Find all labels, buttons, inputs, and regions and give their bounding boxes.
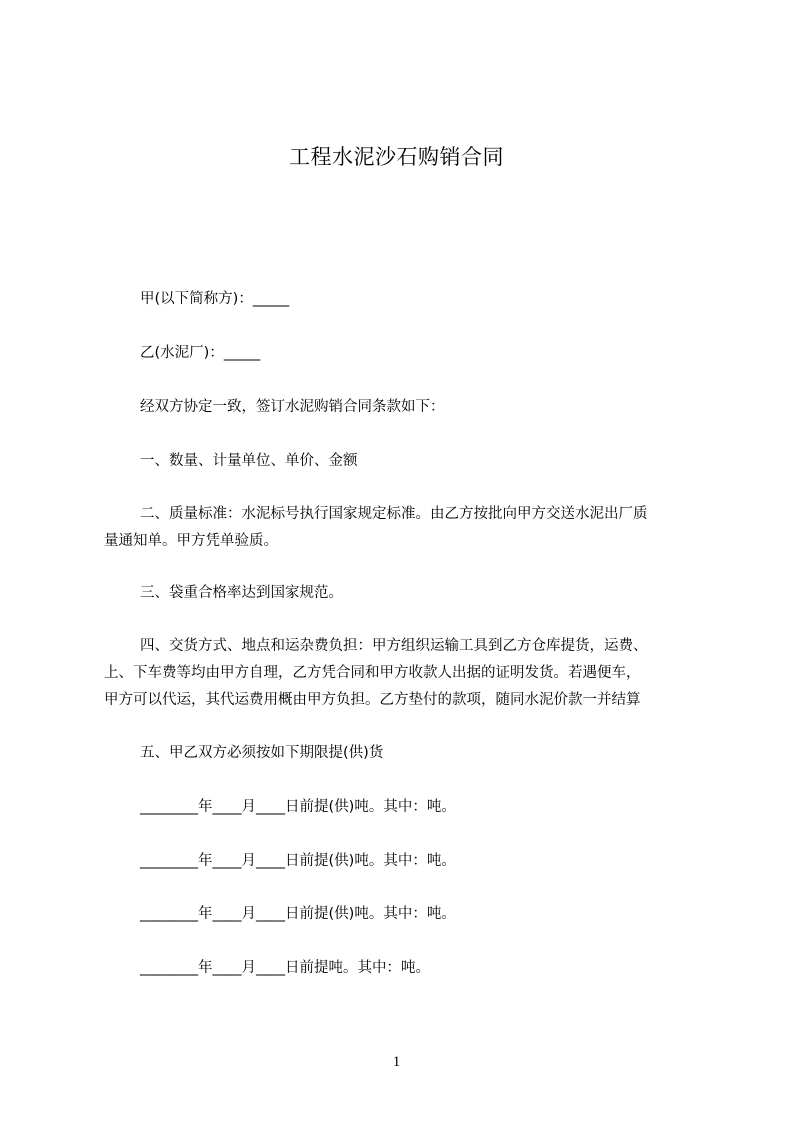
intro-paragraph: 经双方协定一致，签订水泥购销合同条款如下： [140,399,445,415]
clause-2 [104,501,704,555]
clause-2-line-1: 二、质量标准：水泥标号执行国家规定标准。由乙方按批向甲方交送水泥出厂质 [140,506,648,522]
delivery-line: ________年____月____日前提吨。其中：吨。 [140,960,430,976]
page-number: 1 [392,1054,401,1070]
clause-4 [104,633,704,714]
delivery-line: ________年____月____日前提(供)吨。其中：吨。 [140,799,456,815]
clause-4-line-1: 四、交货方式、地点和运杂费负担：甲方组织运输工具到乙方仓库提货，运费、 [140,638,648,654]
clause-5: 五、甲乙双方必须按如下期限提(供)货 [140,745,384,761]
delivery-line: ________年____月____日前提(供)吨。其中：吨。 [140,853,456,869]
document-title: 工程水泥沙石购销合同 [289,145,504,169]
clause-4-line-2: 上、下车费等均由甲方自理，乙方凭合同和甲方收款人出据的证明发货。若遇便车， [104,665,641,681]
clause-1: 一、数量、计量单位、单价、金额 [140,453,358,469]
party-b-line: 乙(水泥厂)：_____ [140,345,261,361]
clause-4-line-3: 甲方可以代运，其代运费用概由甲方负担。乙方垫付的款项，随同水泥价款一并结算 [104,692,641,708]
delivery-line: ________年____月____日前提(供)吨。其中：吨。 [140,906,456,922]
clause-3: 三、袋重合格率达到国家规范。 [140,585,343,601]
party-a-line: 甲(以下简称方)：_____ [140,291,290,307]
clause-2-line-2: 量通知单。甲方凭单验质。 [104,533,278,549]
